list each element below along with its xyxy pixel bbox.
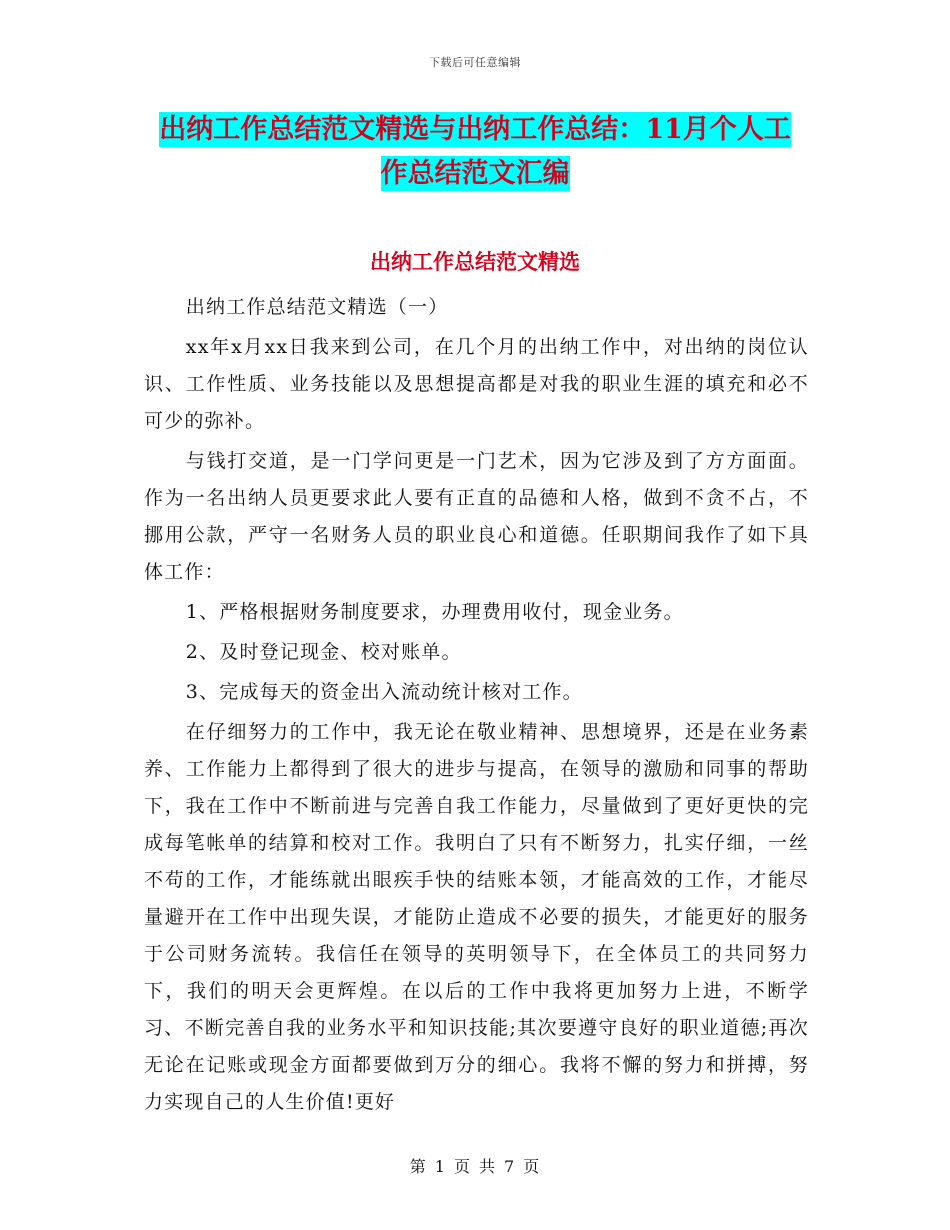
document-title — [0, 108, 950, 196]
paragraph: 与钱打交道，是一门学问更是一门艺术，因为它涉及到了方方面面。作为一名出纳人员更要求此人要有正直的品德和人格，做到不贪不占，不挪用公款，严守一名财务人员的职业良心和道德。任职期间我作了如下具体工作： — [144, 450, 809, 583]
footer-suffix: 页 — [523, 1157, 541, 1176]
title-line-2: 作总结范文汇编 — [380, 158, 570, 189]
section-title: 出纳工作总结范文精选 — [370, 249, 580, 274]
list-item: 2、及时登记现金、校对账单。 — [185, 641, 462, 663]
footer-total-prefix: 共 — [479, 1157, 497, 1176]
subheading-paragraph: 出纳工作总结范文精选（一） — [185, 296, 449, 318]
paragraph: xx年x月xx日我来到公司，在几个月的出纳工作中，对出纳的岗位认识、工作性质、业务技能以及思想提高都是对我的职业生涯的填充和必不可少的弥补。 — [144, 336, 809, 432]
footer-mid: 页 — [453, 1157, 471, 1176]
page-number: 1 — [434, 1157, 446, 1176]
page-footer — [0, 1154, 950, 1177]
title-line-1: 出纳工作总结范文精选与出纳工作总结：11月个人工 — [159, 114, 791, 145]
footer-prefix: 第 — [409, 1157, 427, 1176]
header-note: 下载后可任意编辑 — [429, 56, 521, 69]
body-text — [144, 289, 809, 1121]
paragraph: 在仔细努力的工作中，我无论在敬业精神、思想境界，还是在业务素养、工作能力上都得到了很大的进步与提高，在领导的激励和同事的帮助下，我在工作中不断前进与完善自我工作能力，尽量做到了更好更快的完成每笔帐单的结算和校对工作。我明白了只有不断努力，扎实仔细，一丝不苟的工作，才能练就出眼疾手快的结账本领，才能高效的工作，才能尽量避开在工作中出现失误，才能防止造成不必要的损失，才能更好的服务于公司财务流转。我信任在领导的英明领导下，在全体员工的共同努力下，我们的明天会更辉煌。在以后的工作中我将更加努力上进，不断学习、不断完善自我的业务水平和知识技能;其次要遵守良好的职业道德;再次无论在记账或现金方面都要做到万分的细心。我将不懈的努力和拼搏，努力实现自己的人生价值!更好 — [144, 721, 809, 1113]
list-item: 1、严格根据财务制度要求，办理费用收付，现金业务。 — [185, 601, 684, 623]
total-pages: 7 — [504, 1157, 516, 1176]
list-item: 3、完成每天的资金出入流动统计核对工作。 — [185, 681, 583, 703]
